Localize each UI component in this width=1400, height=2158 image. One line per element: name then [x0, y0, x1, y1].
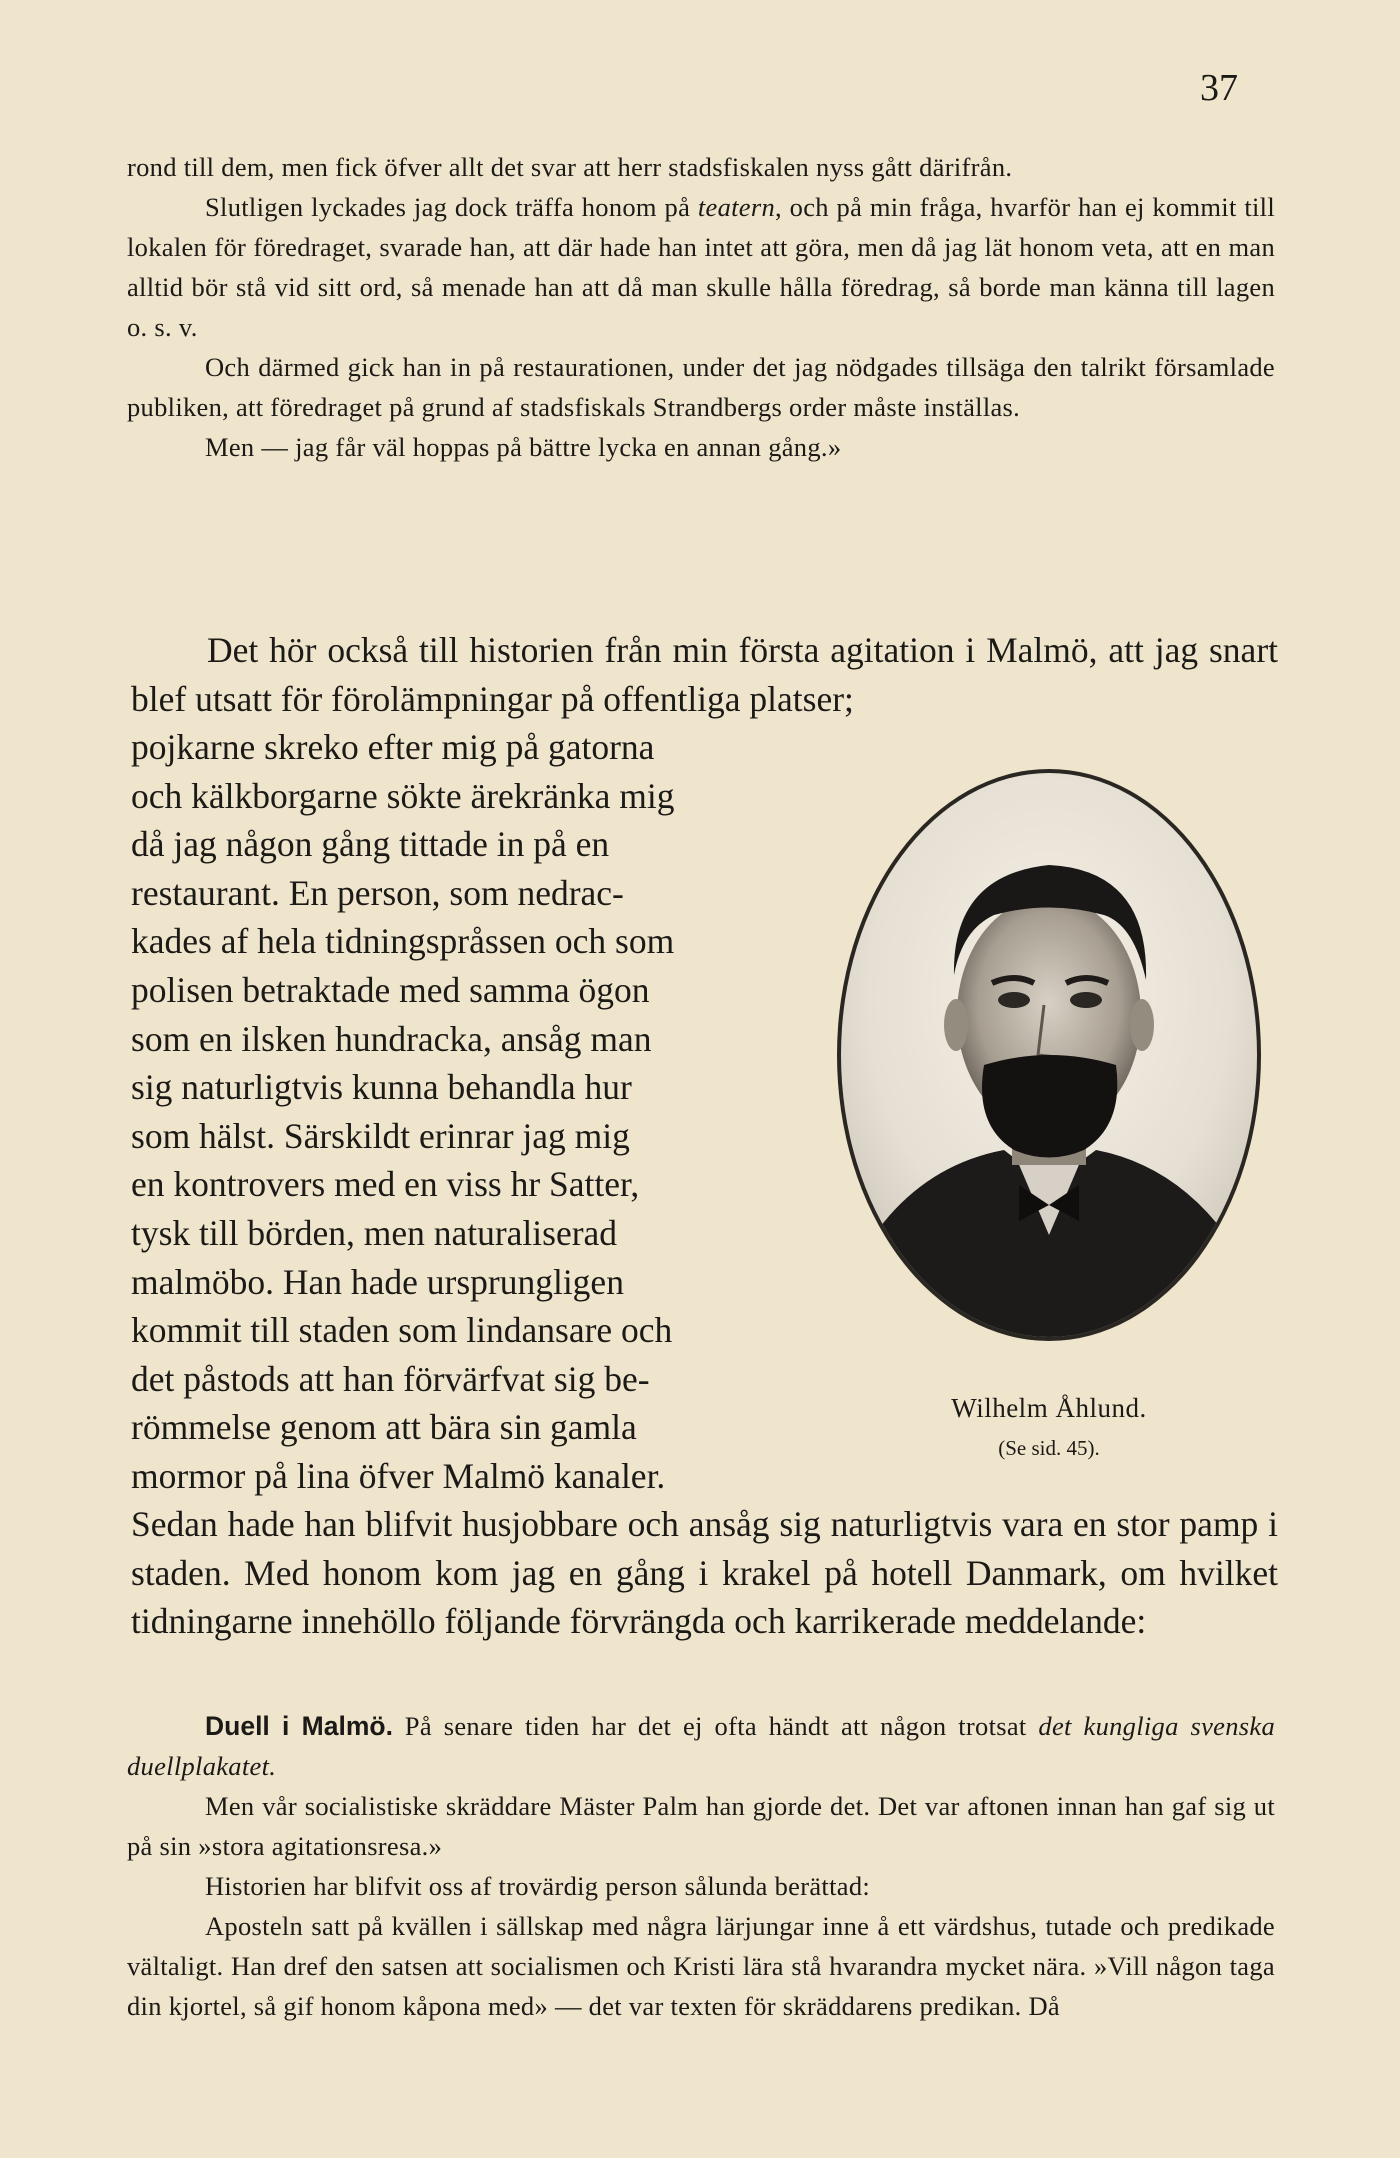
- newspaper-quote: [127, 1706, 1275, 2026]
- body-text: Sedan hade han blifvit husjobbare och ansåg sig naturligtvis vara en stor pamp i staden. Med honom kom jag en gång i krakel på hotell Danmark, om hvilket tidningarne innehöllo följande förvrängda och karrikerade meddelande:: [131, 1504, 1278, 1642]
- body-line: restaurant. En person, som nedrac-: [131, 872, 624, 913]
- quote-paragraph: rond till dem, men fick öfver allt det svar att herr stadsfiskalen nyss gått därifrån.: [127, 152, 1013, 182]
- body-line: mormor på lina öfver Malmö kanaler.: [131, 1455, 666, 1496]
- quote-paragraph: Slutligen lyckades jag dock träffa honom på teatern, och på min fråga, hvarför han ej kommit till lokalen för föredraget, svarade han, att där hade han intet att göra, men då jag lät honom veta, att en man alltid bör stå vid sitt ord, så menade han att då man skulle hålla föredrag, så borde man känna till lagen o. s. v.: [127, 192, 1275, 342]
- body-line: som en ilsken hundracka, ansåg man: [131, 1018, 652, 1059]
- portrait-page-reference: (Se sid. 45).: [998, 1436, 1100, 1460]
- body-line: som hälst. Särskildt erinrar jag mig: [131, 1115, 630, 1156]
- body-line: römmelse genom att bära sin gamla: [131, 1407, 637, 1448]
- page-number: 37: [1200, 67, 1238, 109]
- body-line: sig naturligtvis kunna behandla hur: [131, 1067, 632, 1108]
- portrait-photo: [834, 765, 1264, 1345]
- body-line: då jag någon gång tittade in på en: [131, 824, 610, 865]
- news-paragraph: Historien har blifvit oss af trovärdig person sålunda berättad:: [205, 1871, 871, 1901]
- body-paragraph-beside-portrait: [131, 723, 799, 1501]
- news-paragraph: Duell i Malmö. På senare tiden har det ej ofta händt att någon trotsat det kungliga svenska duellplakatet.: [127, 1711, 1275, 1781]
- body-line: kades af hela tidningspråssen och som: [131, 921, 675, 962]
- quoted-letter: [127, 147, 1275, 467]
- body-line: tysk till börden, men naturaliserad: [131, 1212, 618, 1253]
- portrait-caption: Wilhelm Åhlund.: [951, 1393, 1147, 1423]
- body-line: polisen betraktade med samma ögon: [131, 969, 650, 1010]
- italic-phrase: det kungliga svenska duellplakatet.: [127, 1711, 1275, 1781]
- body-line: det påstods att han förvärfvat sig be-: [131, 1358, 650, 1399]
- quote-paragraph: Och därmed gick han in på restaurationen, under det jag nödgades tillsäga den talrikt församlade publiken, att föredraget på grund af stadsfiskals Strandbergs order måste inställas.: [127, 352, 1275, 422]
- news-headline: Duell i Malmö.: [205, 1711, 393, 1741]
- news-paragraph: Aposteln satt på kvällen i sällskap med några lärjungar inne å ett värdshus, tutade och predikade vältaligt. Han dref den satsen att socialismen och Kristi lära stå hvarandra mycket nära. »Vill någon taga din kjortel, så gif honom kåpona med» — det var texten för skräddarens predikan. Då: [127, 1911, 1275, 2021]
- italic-word: teatern: [697, 192, 776, 222]
- body-line: pojkarne skreko efter mig på gatorna: [131, 727, 655, 767]
- body-line: malmöbo. Han hade ursprungligen: [131, 1261, 624, 1302]
- body-paragraph-bottom: [131, 1500, 1278, 1646]
- body-line: en kontrovers med en viss hr Satter,: [131, 1164, 640, 1205]
- body-line: kommit till staden som lindansare och: [131, 1310, 673, 1351]
- body-paragraph-top: [131, 626, 1278, 723]
- quote-paragraph: Men — jag får väl hoppas på bättre lycka en annan gång.»: [205, 432, 842, 462]
- news-paragraph: Men vår socialistiske skräddare Mäster Palm han gjorde det. Det var aftonen innan han gaf sig ut på sin »stora agitationsresa.»: [127, 1791, 1275, 1861]
- body-text: Det hör också till historien från min första agitation i Malmö, att jag snart blef utsatt för förolämpningar på offentliga platser;: [131, 630, 1278, 719]
- body-line: och kälkborgarne sökte ärekränka mig: [131, 775, 675, 816]
